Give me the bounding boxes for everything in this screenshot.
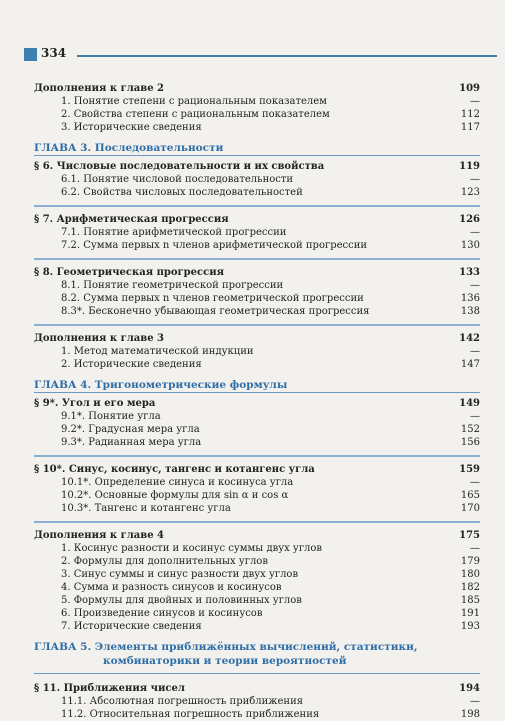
toc-subsection-row bbox=[34, 173, 480, 186]
toc-subsection-row bbox=[34, 502, 480, 515]
toc-page-number: — bbox=[470, 411, 480, 422]
toc-entry-title: 9.2*. Градусная мера угла bbox=[61, 424, 200, 435]
toc-section-row bbox=[34, 529, 480, 542]
chapter-title-line-1: ГЛАВА 5. Элементы приближённых вычислений, статистики, bbox=[34, 641, 418, 653]
toc-page-number: 165 bbox=[460, 490, 480, 501]
toc-page-number: 152 bbox=[460, 424, 480, 435]
toc-page-number: 136 bbox=[460, 293, 480, 304]
toc-entry-title: 8.3*. Бесконечно убывающая геометрическая прогрессия bbox=[61, 306, 370, 317]
toc-subsection-row bbox=[34, 581, 480, 594]
toc-subsection-row bbox=[34, 594, 480, 607]
spacer bbox=[34, 633, 480, 640]
toc-subsection-row bbox=[34, 620, 480, 633]
toc-entry-title: Дополнения к главе 3 bbox=[34, 333, 164, 344]
table-of-contents bbox=[34, 82, 480, 721]
toc-page-number: 123 bbox=[460, 187, 480, 198]
toc-page-number: 142 bbox=[459, 333, 480, 344]
toc-page-number: 109 bbox=[459, 83, 480, 94]
toc-entry-title: 11.2. Относительная погрешность приближения bbox=[61, 709, 320, 720]
toc-subsection-row bbox=[34, 555, 480, 568]
toc-page-number: — bbox=[470, 543, 480, 554]
toc-entry-title: 2. Исторические сведения bbox=[61, 359, 202, 370]
toc-subsection-row bbox=[34, 423, 480, 436]
toc-entry-title: 6. Произведение синусов и косинусов bbox=[61, 608, 263, 619]
toc-entry-title: 2. Формулы для дополнительных углов bbox=[61, 556, 268, 567]
toc-subsection-row bbox=[34, 279, 480, 292]
toc-subsection-row bbox=[34, 568, 480, 581]
toc-entry-title: § 7. Арифметическая прогрессия bbox=[34, 214, 229, 225]
page-marker-block bbox=[24, 48, 37, 61]
section-divider bbox=[34, 515, 480, 529]
toc-subsection-row bbox=[34, 476, 480, 489]
toc-page-number: 130 bbox=[460, 240, 480, 251]
spacer bbox=[34, 371, 480, 378]
toc-page-number: 138 bbox=[460, 306, 480, 317]
chapter-title-line-2: комбинаторики и теории вероятностей bbox=[103, 655, 347, 667]
toc-entry-title: 10.2*. Основные формулы для sin α и cos α bbox=[61, 490, 289, 501]
toc-entry-title: 7.2. Сумма первых n членов арифметической прогрессии bbox=[61, 240, 368, 251]
toc-subsection-row bbox=[34, 345, 480, 358]
toc-section-row bbox=[34, 463, 480, 476]
toc-entry-title: 5. Формулы для двойных и половинных углов bbox=[61, 595, 302, 606]
toc-section-row bbox=[34, 160, 480, 173]
header-rule bbox=[77, 55, 497, 57]
chapter-heading-5 bbox=[34, 640, 480, 682]
toc-entry-title: 4. Сумма и разность синусов и косинусов bbox=[61, 582, 282, 593]
toc-page-number: 147 bbox=[460, 359, 480, 370]
toc-section-row bbox=[34, 682, 480, 695]
toc-section-row bbox=[34, 82, 480, 95]
toc-subsection-row bbox=[34, 607, 480, 620]
chapter-title: ГЛАВА 4. Тригонометрические формулы bbox=[34, 379, 288, 391]
toc-subsection-row bbox=[34, 186, 480, 199]
toc-subsection-row bbox=[34, 305, 480, 318]
section-divider bbox=[34, 449, 480, 463]
toc-page-number: 156 bbox=[460, 437, 480, 448]
toc-page-number: — bbox=[470, 477, 480, 488]
toc-subsection-row bbox=[34, 708, 480, 721]
toc-page-number: — bbox=[470, 227, 480, 238]
toc-page-number: 149 bbox=[459, 398, 480, 409]
toc-entry-title: § 9*. Угол и его мера bbox=[34, 398, 156, 409]
toc-page-number: 191 bbox=[460, 608, 480, 619]
chapter-heading bbox=[34, 141, 480, 156]
toc-subsection-row bbox=[34, 358, 480, 371]
toc-page-number: 180 bbox=[460, 569, 480, 580]
chapter-heading bbox=[34, 378, 480, 393]
toc-section-row bbox=[34, 332, 480, 345]
toc-page-number: 179 bbox=[460, 556, 480, 567]
toc-subsection-row bbox=[34, 695, 480, 708]
toc-entry-title: 10.3*. Тангенс и котангенс угла bbox=[61, 503, 231, 514]
chapter-rule bbox=[34, 673, 480, 674]
toc-entry-title: § 10*. Синус, косинус, тангенс и котангенс угла bbox=[34, 464, 315, 475]
spacer bbox=[34, 134, 480, 141]
toc-page-number: 133 bbox=[459, 267, 480, 278]
toc-page-number: 175 bbox=[459, 530, 480, 541]
toc-entry-title: 6.2. Свойства числовых последовательностей bbox=[61, 187, 303, 198]
toc-entry-title: 7. Исторические сведения bbox=[61, 621, 202, 632]
toc-subsection-row bbox=[34, 108, 480, 121]
toc-entry-title: § 8. Геометрическая прогрессия bbox=[34, 267, 225, 278]
toc-page-number: — bbox=[470, 346, 480, 357]
toc-section-row bbox=[34, 397, 480, 410]
toc-page-number: 119 bbox=[459, 161, 480, 172]
toc-page-number: 117 bbox=[460, 122, 480, 133]
toc-entry-title: 3. Синус суммы и синус разности двух углов bbox=[61, 569, 299, 580]
toc-entry-title: 9.1*. Понятие угла bbox=[61, 411, 161, 422]
toc-subsection-row bbox=[34, 239, 480, 252]
toc-subsection-row bbox=[34, 292, 480, 305]
toc-subsection-row bbox=[34, 226, 480, 239]
chapter-title: ГЛАВА 3. Последовательности bbox=[34, 142, 224, 154]
toc-page-number: 198 bbox=[460, 709, 480, 720]
toc-entry-title: 7.1. Понятие арифметической прогрессии bbox=[61, 227, 287, 238]
toc-entry-title: Дополнения к главе 4 bbox=[34, 530, 164, 541]
toc-page-number: 126 bbox=[459, 214, 480, 225]
toc-subsection-row bbox=[34, 489, 480, 502]
toc-entry-title: 1. Понятие степени с рациональным показателем bbox=[61, 96, 327, 107]
toc-subsection-row bbox=[34, 436, 480, 449]
toc-subsection-row bbox=[34, 410, 480, 423]
toc-subsection-row bbox=[34, 542, 480, 555]
toc-entry-title: 3. Исторические сведения bbox=[61, 122, 202, 133]
toc-page-number: 185 bbox=[460, 595, 480, 606]
toc-entry-title: 1. Косинус разности и косинус суммы двух углов bbox=[61, 543, 323, 554]
toc-page-number: 170 bbox=[460, 503, 480, 514]
section-divider bbox=[34, 252, 480, 266]
toc-entry-title: 6.1. Понятие числовой последовательности bbox=[61, 174, 294, 185]
toc-entry-title: 10.1*. Определение синуса и косинуса угла bbox=[61, 477, 294, 488]
toc-entry-title: 8.1. Понятие геометрической прогрессии bbox=[61, 280, 284, 291]
toc-page-number: — bbox=[470, 96, 480, 107]
toc-entry-title: 9.3*. Радианная мера угла bbox=[61, 437, 202, 448]
toc-entry-title: § 11. Приближения чисел bbox=[34, 683, 185, 694]
page-number: 334 bbox=[41, 46, 67, 60]
toc-entry-title: § 6. Числовые последовательности и их свойства bbox=[34, 161, 325, 172]
toc-entry-title: Дополнения к главе 2 bbox=[34, 83, 164, 94]
section-divider bbox=[34, 318, 480, 332]
toc-entry-title: 1. Метод математической индукции bbox=[61, 346, 254, 357]
section-divider bbox=[34, 199, 480, 213]
toc-subsection-row bbox=[34, 95, 480, 108]
toc-page-number: 182 bbox=[460, 582, 480, 593]
toc-page-number: 193 bbox=[460, 621, 480, 632]
toc-section-row bbox=[34, 213, 480, 226]
toc-page-number: — bbox=[470, 696, 480, 707]
toc-entry-title: 11.1. Абсолютная погрешность приближения bbox=[61, 696, 304, 707]
toc-entry-title: 2. Свойства степени с рациональным показателем bbox=[61, 109, 330, 120]
toc-page-number: 112 bbox=[460, 109, 480, 120]
toc-subsection-row bbox=[34, 121, 480, 134]
toc-page-number: 159 bbox=[459, 464, 480, 475]
toc-page-number: 194 bbox=[459, 683, 480, 694]
toc-section-row bbox=[34, 266, 480, 279]
toc-page-number: — bbox=[470, 280, 480, 291]
toc-entry-title: 8.2. Сумма первых n членов геометрической прогрессии bbox=[61, 293, 364, 304]
toc-page-number: — bbox=[470, 174, 480, 185]
